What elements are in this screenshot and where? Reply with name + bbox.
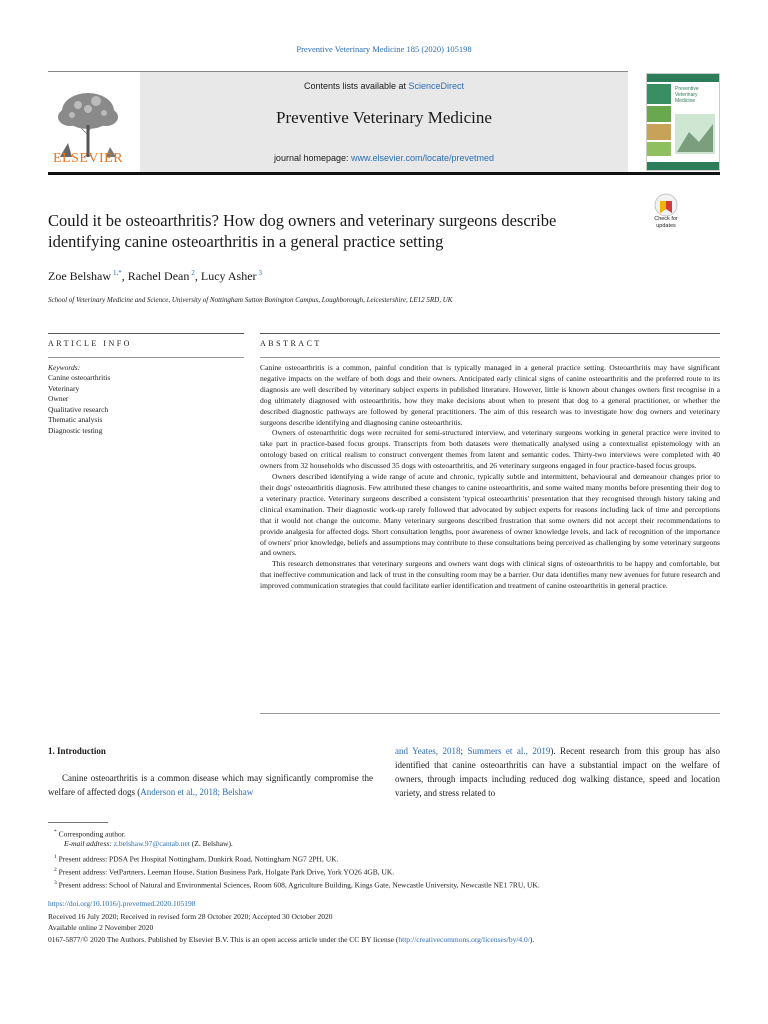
received-dates: Received 16 July 2020; Received in revised form 28 October 2020; Accepted 30 October 2020 [48,912,333,921]
author-affiliation-marker[interactable]: 2 [191,269,195,277]
affiliation: School of Veterinary Medicine and Science, University of Nottingham Sutton Bonington Campus, Loughborough, Leicestershire, LE12 5RD, UK [48,296,453,304]
check-for-updates-label: Check for updates [654,216,678,229]
footnote-rule [48,822,108,823]
homepage-prefix: journal homepage: [273,153,351,163]
article-info-rule [48,333,244,334]
keyword-item: Thematic analysis [48,415,103,424]
publisher-name: ELSEVIER [52,151,124,166]
citation-link[interactable]: Summers et al., 2019 [467,746,551,756]
author-affiliation-marker[interactable]: 1,* [112,269,122,277]
footnote-number: 1 [54,854,57,860]
cover-title: Preventive Veterinary Medicine [675,86,699,104]
footnote-address-3 [48,878,726,891]
journal-cover-thumbnail [646,73,720,171]
footnote-address-text: Present address: PDSA Pet Hospital Nottingham, Dunkirk Road, Nottingham NG7 2PH, UK. [58,854,339,864]
license-suffix: ). [529,935,535,944]
keywords-label: Keywords: [48,363,81,372]
citation-link[interactable]: Anderson et al., 2018; Belshaw [140,787,254,797]
author-separator: , [121,269,128,283]
contents-line [140,81,628,91]
footnote-address-text: Present address: School of Natural and Environmental Sciences, Room 608, Agriculture Building, Kings Gate, Newcastle University, Newcastle NE1 7RU, UK. [58,880,540,890]
article-info-rule-2 [48,357,244,358]
email-label: E-mail address: [64,839,112,848]
abstract-rule-2 [260,357,720,358]
article-title: Could it be osteoarthritis? How dog owners and veterinary surgeons describe identifying canine osteoarthritis in a general practice setting [48,211,557,251]
footnote-address-1 [48,852,726,865]
header-rule-bottom [48,172,720,175]
journal-title: Preventive Veterinary Medicine [276,108,492,127]
journal-homepage [140,153,628,163]
email-suffix: (Z. Belshaw). [189,839,233,848]
keyword-item: Owner [48,394,69,403]
contents-prefix: Contents lists available at [303,81,409,91]
footnote-asterisk: * [54,829,57,835]
intro-right-text: ). Recent research from this group has also identified that canine osteoarthritis can have a substantial impact on the welfare of owners, through impacts including reduced dog walking distance, speed and location variety, and stress related to [395,746,720,798]
abstract-paragraph: Owners of osteoarthritic dogs were recruited for semi-structured interview, and veterinary surgeons working in general practice were invited to take part in practice-based focus groups. Transcripts from both datasets were thematically analysed using a contextualist epistemology with an ontology based on critical realism to construct convergent themes from latent and semantic codes. Thirty-two interviews were completed with 40 owners from 32 households who discussed 35 dogs with osteoarthritis, and 26 veterinary surgeons engaged in four practice-based focus groups. [260,428,720,471]
license-link[interactable]: http://creativecommons.org/licenses/by/4.0/ [398,935,530,944]
keyword-item: Canine osteoarthritis [48,373,111,382]
footnote-number: 2 [54,867,57,873]
author-name[interactable]: Lucy Asher [200,269,257,283]
introduction-heading: 1. Introduction [48,746,106,756]
abstract-rule [260,333,720,334]
article-info-heading: ARTICLE INFO [48,339,132,348]
keywords-list [48,373,110,436]
author-name[interactable]: Zoe Belshaw [48,269,111,283]
footnote-address-text: Present address: VetPartners, Leeman House, Station Business Park, Holgate Park Drive, York YO26 4GB, UK. [58,867,395,877]
intro-right-column [395,744,720,800]
author-separator: , [194,269,201,283]
homepage-link[interactable]: www.elsevier.com/locate/prevetmed [351,153,495,163]
citation-link[interactable]: and Yeates, 2018 [395,746,461,756]
keyword-item: Qualitative research [48,404,109,414]
abstract-paragraph: This research demonstrates that veterinary surgeons and owners want dogs with clinical signs of osteoarthritis to be happy and comfortable, but that ineffective communication and lack of trust in the consulting room may be a barrier. Our data identifies many new avenues for future research and improved communication strategies that could facilitate earlier identification and treatment of canine osteoarthritis in general practice. [260,559,720,591]
abstract-paragraph: Canine osteoarthritis is a common, painful condition that is typically managed in a general practice setting. Osteoarthritis may have significant negative impacts on the welfare of both dogs and their owners. Anticipated early clinical signs of canine osteoarthritis and the preferred route to its diagnosis are well described by veterinary subject experts in published literature. However, little is known about changes owners first recognise in a dog ultimately diagnosed with osteoarthritis, how they make decisions about when to present that dog to a general practitioner, or whether the described diagnostic pathways are followed by general practitioners. The aim of this research was to investigate how dog owners and veterinary surgeons describe identifying and diagnosing canine osteoarthritis. [260,363,720,427]
author-name[interactable]: Rachel Dean [127,269,190,283]
check-for-updates-button[interactable] [646,192,686,232]
abstract-body [260,363,720,592]
abstract-end-rule [260,713,720,714]
corresponding-author-note: Corresponding author. [58,829,126,839]
abstract-heading: ABSTRACT [260,339,322,348]
intro-left-text: Canine osteoarthritis is a common disease which may significantly compromise the welfare of affected dogs ( [48,773,373,797]
footnote-number: 3 [54,880,57,886]
license-line [48,935,738,946]
keyword-item: Veterinary [48,383,80,393]
available-online: Available online 2 November 2020 [48,923,154,932]
keyword-item: Diagnostic testing [48,425,103,435]
sciencedirect-link[interactable]: ScienceDirect [408,81,465,91]
footnote-email [48,838,736,849]
license-prefix: 0167-5877/© 2020 The Authors. Published by Elsevier B.V. This is an open access article under the CC BY license ( [48,935,399,944]
abstract-paragraph: Owners described identifying a wide range of acute and chronic, typically subtle and intermittent, behavioural and demeanour changes prior to their dogs' osteoarthritis diagnosis. Few attributed these changes to canine osteoarthritis, and some waited many months before presenting their dog to a veterinary practice. Veterinary surgeons described a consistent 'typical osteoarthritis' presentation that they recognised through history taking and clinical examination. Their diagnostic work-up rarely followed that advocated by subject experts for reasons including lack of time and perceptions that it would not change the outcome. Many veterinary surgeons described frustration that some owners did not accept their recommendations to provide analgesia for affected dogs. Short consultation lengths, poor awareness of owner knowledge levels, and lack of recognition of the importance of owners' prior knowledge, beliefs and assumptions may contribute to these consultations being perceived as challenging by some veterinary surgeons and owners. [260,472,720,558]
journal-citation[interactable]: Preventive Veterinary Medicine 185 (2020) 105198 [296,44,472,54]
doi-link[interactable]: https://doi.org/10.1016/j.prevetmed.2020.105198 [48,899,196,908]
footnote-address-2 [48,865,726,878]
email-link[interactable]: z.belshaw.97@cantab.net [113,839,190,848]
intro-left-column [48,771,373,799]
author-affiliation-marker[interactable]: 3 [258,269,263,277]
citation-separator: ; [460,746,468,756]
author-list [48,269,262,284]
